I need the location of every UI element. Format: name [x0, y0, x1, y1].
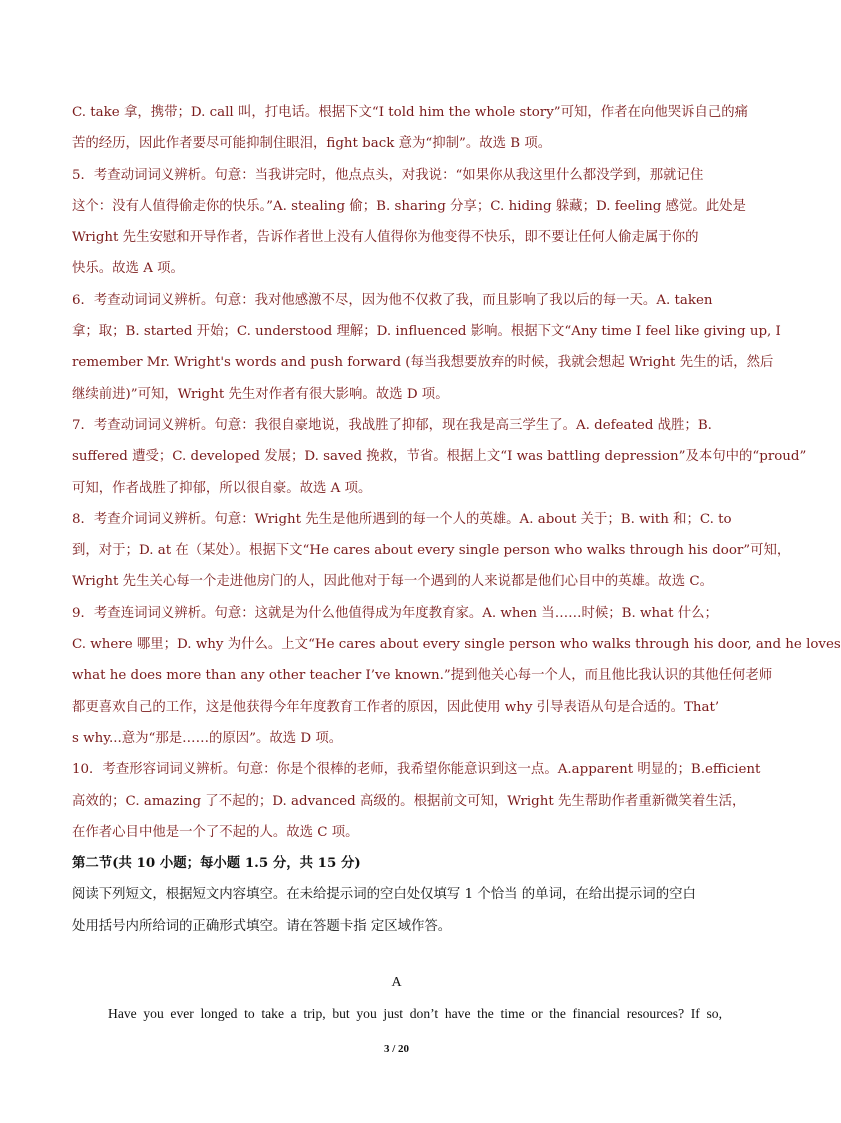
- answer-line: 可知，作者战胜了抑郁，所以很自豪。故选 A 项。: [72, 480, 372, 496]
- answer-line: 到，对于；D. at 在（某处）。根据下文“He cares about every single person who walks through his door”可知，: [72, 543, 791, 559]
- answer-line: s why...意为“那是……的原因”。故选 D 项。: [72, 730, 343, 746]
- answer-line: 在作者心目中他是一个了不起的人。故选 C 项。: [72, 824, 359, 840]
- passage-label: A: [391, 975, 402, 990]
- answer-line: 高效的；C. amazing 了不起的；D. advanced 高级的。根据前文可知，Wright 先生帮助作者重新微笑着生活，: [72, 793, 746, 809]
- answer-line: 都更喜欢自己的工作，这是他获得今年年度教育工作者的原因，因此使用 why 引导表语从句是合适的。That’: [72, 699, 720, 715]
- answer-line: Wright 先生关心每一个走进他房门的人，因此他对于每一个遇到的人来说都是他们心目中的英雄。故选 C。: [72, 574, 713, 590]
- answer-line: what he does more than any other teacher I’ve known.”提到他关心每一个人，而且他比我认识的其他任何老师: [72, 668, 773, 684]
- answer-line: 拿；取；B. started 开始；C. understood 理解；D. influenced 影响。根据下文“Any time I feel like giving up, I: [72, 324, 781, 340]
- instruction-line: 处用括号内所给词的正确形式填空。请在答题卡指 定区域作答。: [72, 918, 452, 934]
- answer-line: 这个：没有人值得偷走你的快乐。”A. stealing 偷；B. sharing 分享；C. hiding 躲藏；D. feeling 感觉。此处是: [72, 198, 746, 214]
- answer-line: remember Mr. Wright's words and push forward (每当我想要放弃的时候，我就会想起 Wright 先生的话，然后: [72, 355, 774, 371]
- answer-line: suffered 遭受；C. developed 发展；D. saved 挽救，节省。根据上文“I was battling depression”及本句中的“proud”: [72, 449, 807, 465]
- answer-explanations: [72, 97, 841, 942]
- answer-line: C. where 哪里；D. why 为什么。上文“He cares about every single person who walks through his door, and he loves: [72, 637, 841, 653]
- passage-first-line: Have you ever longed to take a trip, but you just don’t have the time or the financial resources? If so,: [108, 1006, 722, 1021]
- answer-line: 6．考查动词词义辨析。句意：我对他感激不尽，因为他不仅救了我，而且影响了我以后的每一天。A. taken: [72, 292, 713, 308]
- instruction-line: 阅读下列短文，根据短文内容填空。在未给提示词的空白处仅填写 1 个恰当 的单词，在给出提示词的空白: [72, 887, 696, 903]
- answer-line: 10．考查形容词词义辨析。句意：你是个很棒的老师，我希望你能意识到这一点。A.apparent 明显的；B.efficient: [72, 762, 761, 778]
- page-number: 3 / 20: [383, 1043, 410, 1055]
- answer-line: 8．考查介词词义辨析。句意：Wright 先生是他所遇到的每一个人的英雄。A. about 关于；B. with 和；C. to: [72, 511, 732, 527]
- answer-line: 苦的经历，因此作者要尽可能抑制住眼泪，fight back 意为“抑制”。故选 B 项。: [72, 136, 552, 152]
- answer-line: C. take 拿，携带；D. call 叫，打电话。根据下文“I told him the whole story”可知，作者在向他哭诉自己的痛: [72, 105, 749, 120]
- answer-line: 快乐。故选 A 项。: [72, 261, 184, 277]
- section-heading: 第二节(共 10 小题；每小题 1.5 分，共 15 分): [72, 855, 361, 872]
- answer-line: 继续前进)”可知，Wright 先生对作者有很大影响。故选 D 项。: [72, 386, 449, 402]
- answer-line: Wright 先生安慰和开导作者，告诉作者世上没有人值得你为他变得不快乐，即不要让任何人偷走属于你的: [72, 230, 699, 246]
- answer-line: 5．考查动词词义辨析。句意：当我讲完时，他点点头，对我说：“如果你从我这里什么都没学到，那就记住: [72, 167, 704, 183]
- answer-line: 7．考查动词词义辨析。句意：我很自豪地说，我战胜了抑郁，现在我是高三学生了。A. defeated 战胜；B.: [72, 417, 712, 433]
- answer-line: 9．考查连词词义辨析。句意：这就是为什么他值得成为年度教育家。A. when 当……时候；B. what 什么；: [72, 605, 718, 621]
